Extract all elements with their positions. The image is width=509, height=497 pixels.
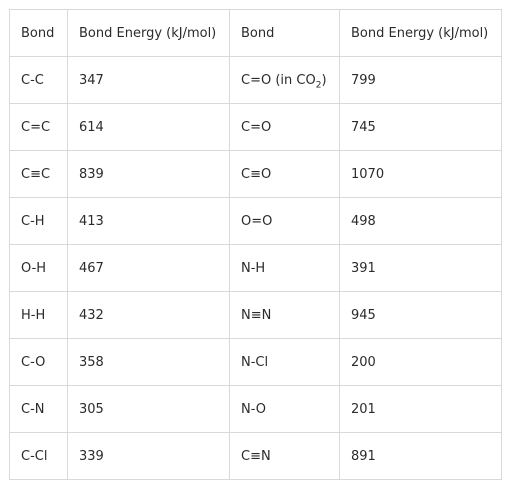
energy-cell: 891 — [340, 433, 502, 480]
header-energy-2: Bond Energy (kJ/mol) — [340, 10, 502, 57]
table-row — [10, 104, 502, 151]
bond-cell: C=C — [10, 104, 68, 151]
subscript-two: 2 — [315, 80, 322, 91]
energy-cell: 1070 — [340, 151, 502, 198]
energy-cell: 358 — [68, 339, 230, 386]
bond-cell: N-H — [230, 245, 340, 292]
energy-cell: 200 — [340, 339, 502, 386]
bond-cell: N≡N — [230, 292, 340, 339]
energy-cell: 201 — [340, 386, 502, 433]
bond-text: C=O (in CO — [241, 72, 316, 88]
energy-cell: 391 — [340, 245, 502, 292]
energy-cell: 467 — [68, 245, 230, 292]
bond-cell: C≡C — [10, 151, 68, 198]
energy-cell: 498 — [340, 198, 502, 245]
table-row — [10, 386, 502, 433]
bond-cell: C-O — [10, 339, 68, 386]
energy-cell: 799 — [340, 57, 502, 104]
energy-cell: 745 — [340, 104, 502, 151]
header-bond-2: Bond — [230, 10, 340, 57]
bond-cell: C-Cl — [10, 433, 68, 480]
bond-cell: C-N — [10, 386, 68, 433]
table-row — [10, 198, 502, 245]
table-row — [10, 339, 502, 386]
closing-paren: ) — [321, 72, 327, 88]
table-row — [10, 151, 502, 198]
bond-cell: C≡O — [230, 151, 340, 198]
bond-cell: N-Cl — [230, 339, 340, 386]
bond-energy-table — [9, 9, 502, 480]
bond-cell: H-H — [10, 292, 68, 339]
energy-cell: 413 — [68, 198, 230, 245]
bond-cell: C-H — [10, 198, 68, 245]
bond-cell: O-H — [10, 245, 68, 292]
energy-cell: 305 — [68, 386, 230, 433]
bond-cell — [230, 57, 340, 104]
bond-cell: N-O — [230, 386, 340, 433]
bond-cell: C-C — [10, 57, 68, 104]
table-row — [10, 292, 502, 339]
table-row — [10, 433, 502, 480]
energy-cell: 839 — [68, 151, 230, 198]
header-bond-1: Bond — [10, 10, 68, 57]
bond-cell: C=O — [230, 104, 340, 151]
energy-cell: 945 — [340, 292, 502, 339]
bond-cell: C≡N — [230, 433, 340, 480]
bond-cell: O=O — [230, 198, 340, 245]
energy-cell: 614 — [68, 104, 230, 151]
header-energy-1: Bond Energy (kJ/mol) — [68, 10, 230, 57]
energy-cell: 339 — [68, 433, 230, 480]
table-header-row — [10, 10, 502, 57]
table-row — [10, 245, 502, 292]
energy-cell: 347 — [68, 57, 230, 104]
energy-cell: 432 — [68, 292, 230, 339]
bond-energy-table-container — [9, 9, 502, 480]
table-row — [10, 57, 502, 104]
